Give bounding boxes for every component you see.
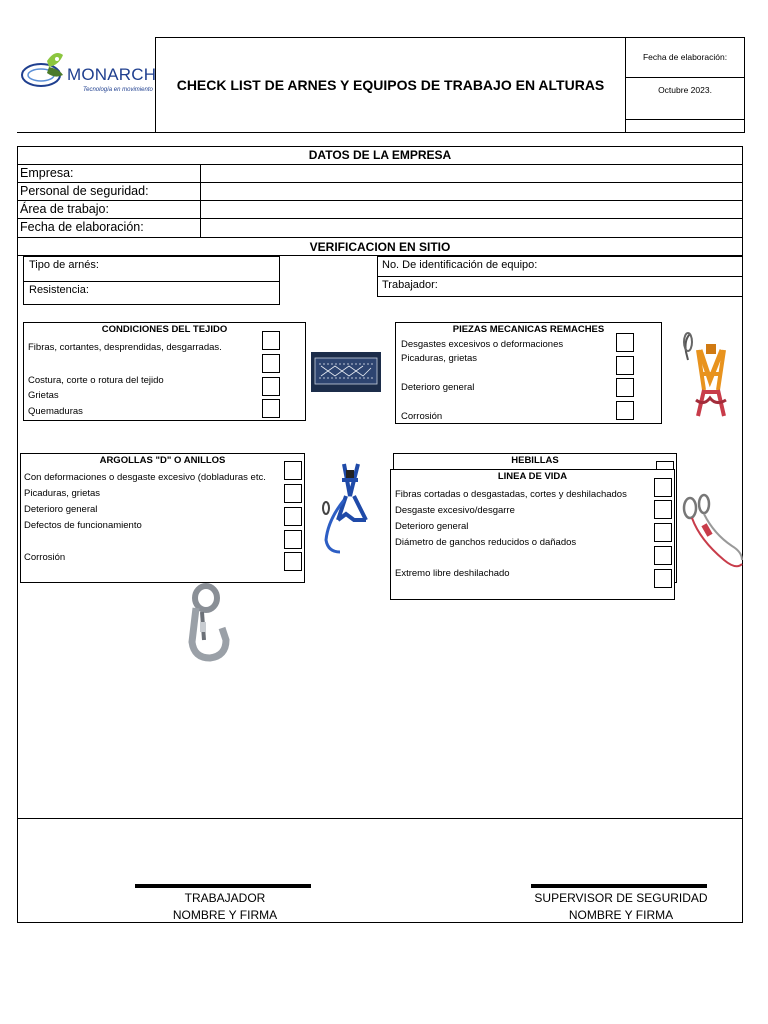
rings-checkbox-2[interactable] — [284, 484, 302, 503]
lifeline-item-5: Extremo libre deshilachado — [395, 568, 510, 579]
fabric-checkbox-3[interactable] — [262, 377, 280, 396]
mechanical-panel-title: PIEZAS MECANICAS REMACHES — [452, 324, 605, 335]
worker-signature-line[interactable] — [135, 884, 311, 888]
mechanical-item-3: Deterioro general — [401, 382, 475, 393]
work-area-input[interactable] — [201, 201, 742, 218]
resistance-label: Resistencia: — [29, 284, 89, 296]
worker-label: Trabajador: — [382, 279, 438, 291]
lifeline-item-4: Diámetro de ganchos reducidos o dañados — [395, 537, 577, 548]
rings-item-4: Defectos de funcionamiento — [24, 520, 142, 531]
company-field-empresa: Empresa: — [20, 166, 74, 180]
lifeline-item-2: Desgaste excesivo/desgarre — [395, 505, 515, 516]
webbing-image — [311, 352, 381, 392]
rings-item-5: Corrosión — [24, 552, 66, 563]
fabric-item-4: Quemaduras — [28, 406, 83, 417]
lanyard-image — [680, 490, 744, 574]
rings-checkbox-5[interactable] — [284, 552, 302, 571]
equipment-id-label: No. De identificación de equipo: — [382, 259, 538, 271]
lanyard-icon — [680, 490, 744, 574]
harness-type-label: Tipo de arnés: — [29, 259, 99, 271]
supervisor-signature-line[interactable] — [531, 884, 707, 888]
worker-signature-caption: NOMBRE Y FIRMA — [172, 908, 278, 922]
lifeline-checkbox-4[interactable] — [654, 546, 672, 565]
company-logo — [19, 45, 157, 105]
lifeline-item-1: Fibras cortadas o desgastadas, cortes y deshilachados — [395, 489, 627, 500]
mechanical-checkbox-2[interactable] — [616, 356, 634, 375]
snap-hook-image — [182, 582, 238, 664]
rings-item-2: Picaduras, grietas — [24, 488, 101, 499]
empresa-input[interactable] — [201, 165, 742, 182]
date-input[interactable] — [201, 219, 742, 237]
lifeline-checkbox-2[interactable] — [654, 500, 672, 519]
full-body-harness-icon — [676, 330, 746, 426]
date-value: Octubre 2023. — [658, 85, 712, 95]
page-title: CHECK LIST DE ARNES Y EQUIPOS DE TRABAJO EN ALTURAS — [176, 77, 605, 93]
orange-harness-image — [676, 330, 746, 426]
mechanical-item-1: Desgastes excesivos o deformaciones — [401, 339, 564, 350]
supervisor-signature-caption: NOMBRE Y FIRMA — [568, 908, 674, 922]
lifeline-panel-title: LINEA DE VIDA — [497, 471, 568, 482]
date-label: Fecha de elaboración: — [642, 52, 728, 62]
fabric-checkbox-4[interactable] — [262, 399, 280, 418]
rings-panel-title: ARGOLLAS "D" O ANILLOS — [99, 455, 226, 466]
lifeline-item-3: Deterioro general — [395, 521, 469, 532]
rings-item-3: Deterioro general — [24, 504, 98, 515]
fabric-checkbox-1[interactable] — [262, 331, 280, 350]
lifeline-checkbox-1[interactable] — [654, 478, 672, 497]
logo-tagline: Tecnología en movimiento — [83, 87, 153, 93]
fabric-item-2: Costura, corte o rotura del tejido — [28, 375, 164, 386]
lifeline-checkbox-3[interactable] — [654, 523, 672, 542]
mechanical-checkbox-1[interactable] — [616, 333, 634, 352]
worker-signature-role: TRABAJADOR — [184, 891, 266, 905]
rings-checkbox-3[interactable] — [284, 507, 302, 526]
site-section-title: VERIFICACION EN SITIO — [309, 239, 451, 254]
safety-staff-input[interactable] — [201, 183, 742, 200]
rings-checkbox-1[interactable] — [284, 461, 302, 480]
mechanical-item-2: Picaduras, grietas — [401, 353, 478, 364]
mechanical-checkbox-3[interactable] — [616, 378, 634, 397]
header-block — [17, 37, 745, 133]
fabric-item-3: Grietas — [28, 390, 59, 401]
company-field-safety-staff: Personal de seguridad: — [20, 184, 149, 198]
blue-harness-image — [318, 460, 384, 556]
lifeline-checkbox-5[interactable] — [654, 569, 672, 588]
company-field-work-area: Área de trabajo: — [20, 202, 109, 216]
rings-checkbox-4[interactable] — [284, 530, 302, 549]
company-section-title: DATOS DE LA EMPRESA — [308, 148, 452, 162]
fabric-panel-title: CONDICIONES DEL TEJIDO — [101, 324, 228, 335]
company-field-date: Fecha de elaboración: — [20, 220, 144, 234]
snap-hook-icon — [182, 582, 238, 664]
blue-harness-icon — [318, 460, 384, 556]
logo-text: MONARCH — [67, 65, 157, 84]
fabric-checkbox-2[interactable] — [262, 354, 280, 373]
buckles-panel-title: HEBILLAS — [511, 455, 559, 466]
mechanical-item-4: Corrosión — [401, 411, 443, 422]
supervisor-signature-role: SUPERVISOR DE SEGURIDAD — [534, 891, 708, 905]
mechanical-checkbox-4[interactable] — [616, 401, 634, 420]
webbing-strap-icon — [311, 352, 381, 392]
rings-item-1: Con deformaciones o desgaste excesivo (dobladuras etc. — [24, 472, 266, 483]
fabric-item-1: Fibras, cortantes, desprendidas, desgarradas. — [28, 342, 222, 353]
